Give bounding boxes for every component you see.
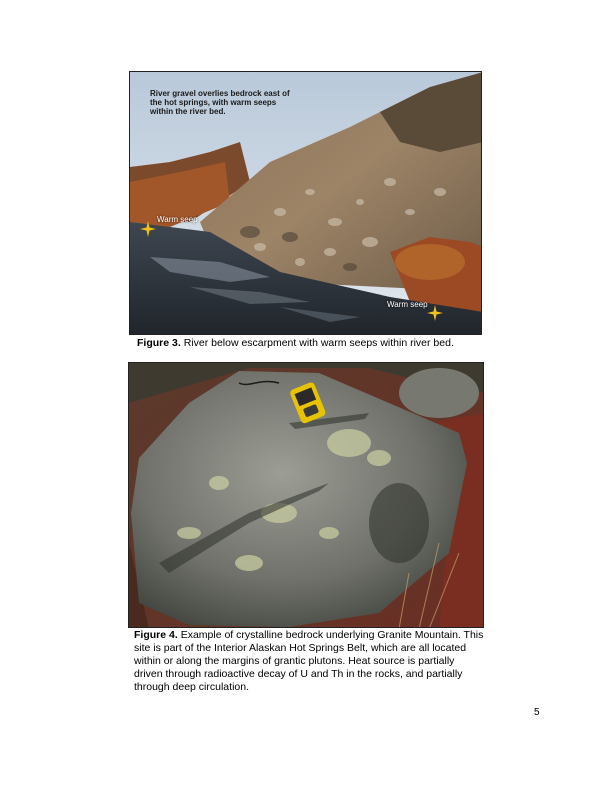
figure-3-caption-label: Figure 3.	[137, 337, 181, 349]
figure-4-caption-label: Figure 4.	[134, 629, 178, 641]
figure-3-photo	[129, 71, 482, 335]
warm-seep-label: Warm seep	[157, 215, 198, 224]
granite-boulder-image	[129, 363, 484, 628]
figure-3-caption-text: River below escarpment with warm seeps within river bed.	[183, 337, 454, 349]
figure-4-caption-text: Example of crystalline bedrock underlying Granite Mountain. This site is part of the Interior Alaskan Hot Springs Belt, which are all located within or along the margins of grantic plutons. Heat source is partially driven through radioactive decay of U and Th in the rocks, and partially through deep circulation.	[134, 629, 484, 693]
figure-3-overlay-text: River gravel overlies bedrock east of the hot springs, with warm seeps within the river bed.	[150, 89, 290, 116]
page-number: 5	[534, 707, 540, 718]
figure-3-caption	[137, 337, 482, 350]
star-marker-icon	[427, 305, 443, 321]
figure-4-photo	[128, 362, 484, 628]
star-marker-icon	[140, 221, 156, 237]
figure-4-caption	[134, 629, 484, 694]
warm-seep-label: Warm seep	[387, 300, 428, 309]
